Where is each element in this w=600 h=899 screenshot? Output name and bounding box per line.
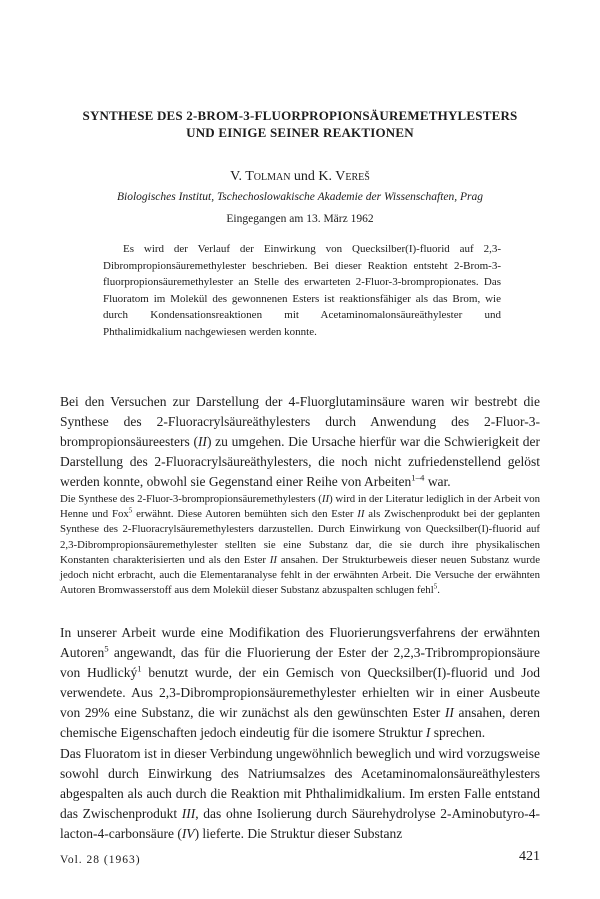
abstract — [103, 241, 501, 340]
page-number: 421 — [519, 849, 540, 864]
article-title-line-2: UND EINIGE SEINER REAKTIONEN — [186, 125, 414, 140]
p3-text-e: sprechen. — [430, 725, 486, 740]
p3-text-b: angewandt, das für die Fluorierung der Ester der 2,2,3-Tribrompropionsäure von Hudlický — [60, 645, 540, 680]
p3-compound-ref-2: I — [425, 725, 431, 740]
p3-text-a: In unserer Arbeit wurde eine Modifikation des Fluorierungsverfahrens der erwähnten Autoren — [60, 625, 540, 660]
p2-text-d: als Zwischenprodukt bei der geplanten Synthese des 2-Fluoracrylsäuremethylesters darzustellen. Durch Einwirkung von Quecksilber(I)-fluorid auf 2,3-Dibrompropionsäuremethylester stellten sie eine Substanz dar, die sie durch ihre physikalischen Konstanten charakterisierten und als den Ester — [60, 508, 540, 566]
p4-text-a: Das Fluoratom ist in dieser Verbindung ungewöhnlich beweglich und wird vorzugsweise sowohl durch Einwirkung des Natriumsalzes des Acetaminomalonsäureäthylesters abgespalten als auch durch die Reaktion mit Phthalimidkalium. Im ersten Falle entstand das Zwischenprodukt — [60, 746, 540, 821]
p2-text-a: Die Synthese des 2-Fluor-3-brompropionsäuremethylesters ( — [60, 493, 322, 505]
p3-text-d: ansahen, deren chemische Eigenschaften jedoch eindeutig für die isomere Struktur — [60, 705, 540, 740]
article-title-line-1: SYNTHESE DES 2-BROM-3-FLUORPROPIONSÄUREMETHYLESTERS — [82, 108, 518, 123]
p2-compound-ref-2: II — [357, 508, 365, 521]
p4-compound-ref-2: IV — [181, 826, 195, 841]
author-connector: und — [290, 169, 319, 184]
p4-text-c: ) lieferte. Die Struktur dieser Substanz — [194, 826, 403, 841]
abstract-text: Es wird der Verlauf der Einwirkung von Quecksilber(I)-fluorid auf 2,3-Dibrompropionsäuremethylester beschrieben. Bei dieser Reaktion entsteht 2-Brom-3-fluorpropionsäuremethylester an Stelle des erwarteten 2-Fluor-3-brompropionates. Das Fluoratom im Molekül des gewonnenen Esters ist reaktionsfähiger als das Brom, wie durch Kondensationsreaktionen mit Acetaminomalonsäureäthylester und Phthalimidkalium nachgewiesen werden konnte. — [103, 243, 501, 338]
p2-reference-2: 5 — [433, 582, 438, 591]
author-2: K. Vereš — [318, 169, 370, 184]
p4-compound-ref-1: III — [181, 806, 196, 821]
p1-text-a: Bei den Versuchen zur Darstellung der 4-Fluorglutaminsäure waren wir bestrebt die Synthese des 2-Fluoracrylsäureäthylesters durch Anwendung des 2-Fluor-3-brompropionsäureesters ( — [60, 394, 540, 449]
p3-text-c: benutzt wurde, der ein Gemisch von Quecksilber(I)-fluorid und Jod verwendete. Aus 2,3-Dibrompropionsäuremethylester erhielten wir in einer Ausbeute von 29% eine Substanz, die wir zunächst als den gewünschten Ester — [60, 665, 540, 720]
p1-text-b: ) zu umgehen. Die Ursache hierfür war die Schwierigkeit der Darstellung des 2-Fluoracrylsäureäthylesters, die noch nicht zufriedenstellend gelöst werden konnte, obwohl sie Gegenstand einer Reihe von Arbeiten — [60, 434, 540, 489]
paragraph-2 — [60, 492, 540, 598]
p3-reference-1: 5 — [104, 643, 109, 654]
p4-text-b: , das ohne Isolierung durch Säurehydrolyse 2-Aminobutyro-4-lacton-4-carbonsäure ( — [60, 806, 540, 841]
author-1: V. Tolman — [230, 169, 291, 184]
p2-text-c: erwähnt. Diese Autoren bemühten sich den Ester — [132, 508, 358, 521]
p2-text-e: ansahen. Der Strukturbeweis dieser neuen Substanz wurde jedoch nicht erbracht, auch die Elementaranalyse fehlt in der erwähnten Arbeit. Die Versuche der erwähnten Autoren Bromwasserstoff aus dem Molekül dieser Substanz abzuspalten schlugen fehl — [60, 553, 540, 597]
paragraph-1 — [60, 392, 540, 492]
author-line — [40, 169, 560, 185]
p1-text-c: war. — [424, 474, 451, 489]
p2-compound-ref-3: II — [269, 553, 277, 566]
paragraph-3 — [60, 623, 540, 743]
p1-reference: 1–4 — [411, 472, 425, 483]
journal-volume: Vol. 28 (1963) — [60, 854, 141, 866]
p2-reference-1: 5 — [128, 506, 133, 515]
received-date: Eingegangen am 13. März 1962 — [226, 213, 374, 225]
p3-reference-2: 1 — [137, 663, 142, 674]
p2-compound-ref-1: II — [321, 493, 330, 505]
p2-text-b: ) wird in der Literatur lediglich in der Arbeit von Henne und Fox — [60, 493, 540, 521]
p3-compound-ref-1: II — [444, 705, 454, 720]
institution: Biologisches Institut, Tschechoslowakische Akademie der Wissenschaften, Prag — [116, 191, 484, 203]
paragraph-4 — [60, 744, 540, 844]
p2-text-f: . — [437, 584, 440, 597]
p1-compound-ref: II — [197, 434, 207, 449]
